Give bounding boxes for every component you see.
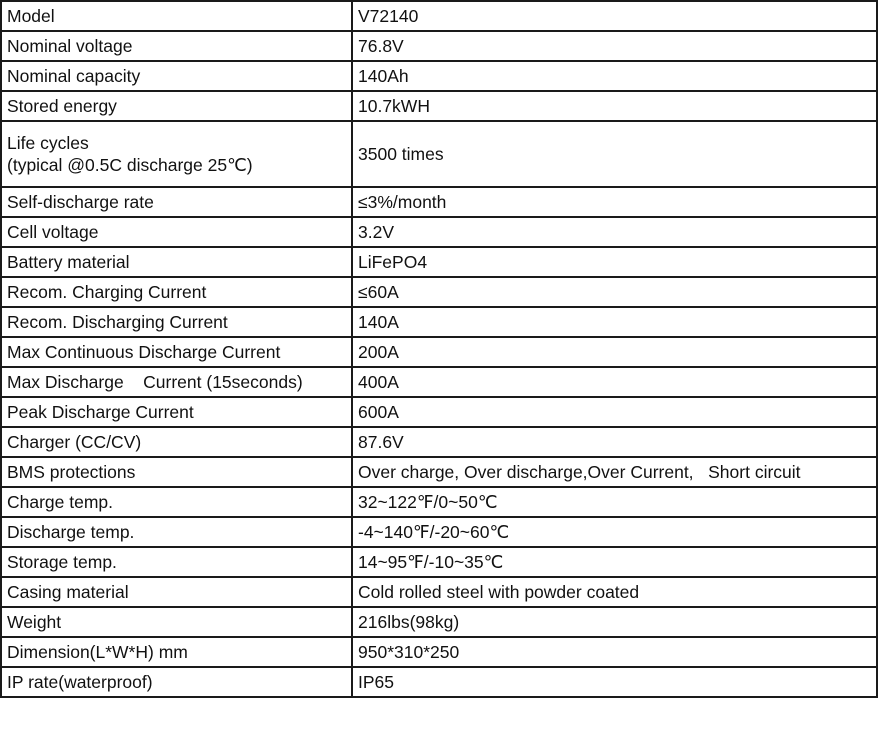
- param-value: 216lbs(98kg): [352, 607, 877, 637]
- table-row: [1, 427, 877, 457]
- param-value: IP65: [352, 667, 877, 697]
- param-value: ≤60A: [352, 277, 877, 307]
- param-value: 3.2V: [352, 217, 877, 247]
- param-label: Weight: [1, 607, 352, 637]
- table-row: [1, 577, 877, 607]
- table-row: [1, 547, 877, 577]
- param-value: 400A: [352, 367, 877, 397]
- param-label: Dimension(L*W*H) mm: [1, 637, 352, 667]
- param-label: Max Continuous Discharge Current: [1, 337, 352, 367]
- table-row: [1, 397, 877, 427]
- param-value: 10.7kWH: [352, 91, 877, 121]
- param-value: 600A: [352, 397, 877, 427]
- param-label: Charger (CC/CV): [1, 427, 352, 457]
- param-value: 87.6V: [352, 427, 877, 457]
- table-row: [1, 667, 877, 697]
- param-value: 200A: [352, 337, 877, 367]
- param-label: [1, 121, 352, 187]
- param-label: Battery material: [1, 247, 352, 277]
- param-label: Storage temp.: [1, 547, 352, 577]
- param-label: Model: [1, 1, 352, 31]
- param-label: Nominal capacity: [1, 61, 352, 91]
- param-label: IP rate(waterproof): [1, 667, 352, 697]
- param-label: Peak Discharge Current: [1, 397, 352, 427]
- param-value: Cold rolled steel with powder coated: [352, 577, 877, 607]
- param-value: 3500 times: [352, 121, 877, 187]
- table-row: [1, 487, 877, 517]
- table-row: [1, 277, 877, 307]
- param-label: BMS protections: [1, 457, 352, 487]
- param-value: 950*310*250: [352, 637, 877, 667]
- param-label: Charge temp.: [1, 487, 352, 517]
- table-row: [1, 121, 877, 187]
- param-value: LiFePO4: [352, 247, 877, 277]
- param-label: Cell voltage: [1, 217, 352, 247]
- param-value: -4~140℉/-20~60℃: [352, 517, 877, 547]
- param-label: Nominal voltage: [1, 31, 352, 61]
- param-label: Discharge temp.: [1, 517, 352, 547]
- table-row: [1, 187, 877, 217]
- param-value: 140A: [352, 307, 877, 337]
- param-value: 140Ah: [352, 61, 877, 91]
- param-value: Over charge, Over discharge,Over Current, Short circuit: [352, 457, 877, 487]
- param-label-main: Life cycles: [7, 133, 89, 153]
- param-label: Recom. Discharging Current: [1, 307, 352, 337]
- table-row: [1, 307, 877, 337]
- table-row: [1, 91, 877, 121]
- param-value: 32~122℉/0~50℃: [352, 487, 877, 517]
- table-row: [1, 247, 877, 277]
- param-label: Self-discharge rate: [1, 187, 352, 217]
- param-label: Stored energy: [1, 91, 352, 121]
- param-label-sub: (typical @0.5C discharge 25℃): [7, 155, 253, 175]
- param-label: Recom. Charging Current: [1, 277, 352, 307]
- table-row: [1, 337, 877, 367]
- table-row: [1, 367, 877, 397]
- table-row: [1, 61, 877, 91]
- param-value: V72140: [352, 1, 877, 31]
- param-label: Casing material: [1, 577, 352, 607]
- table-row: [1, 457, 877, 487]
- table-row: [1, 31, 877, 61]
- table-row: [1, 607, 877, 637]
- param-label: Max Discharge Current (15seconds): [1, 367, 352, 397]
- table-row: [1, 517, 877, 547]
- param-value: ≤3%/month: [352, 187, 877, 217]
- table-row: [1, 1, 877, 31]
- table-row: [1, 637, 877, 667]
- param-value: 76.8V: [352, 31, 877, 61]
- table-row: [1, 217, 877, 247]
- param-value: 14~95℉/-10~35℃: [352, 547, 877, 577]
